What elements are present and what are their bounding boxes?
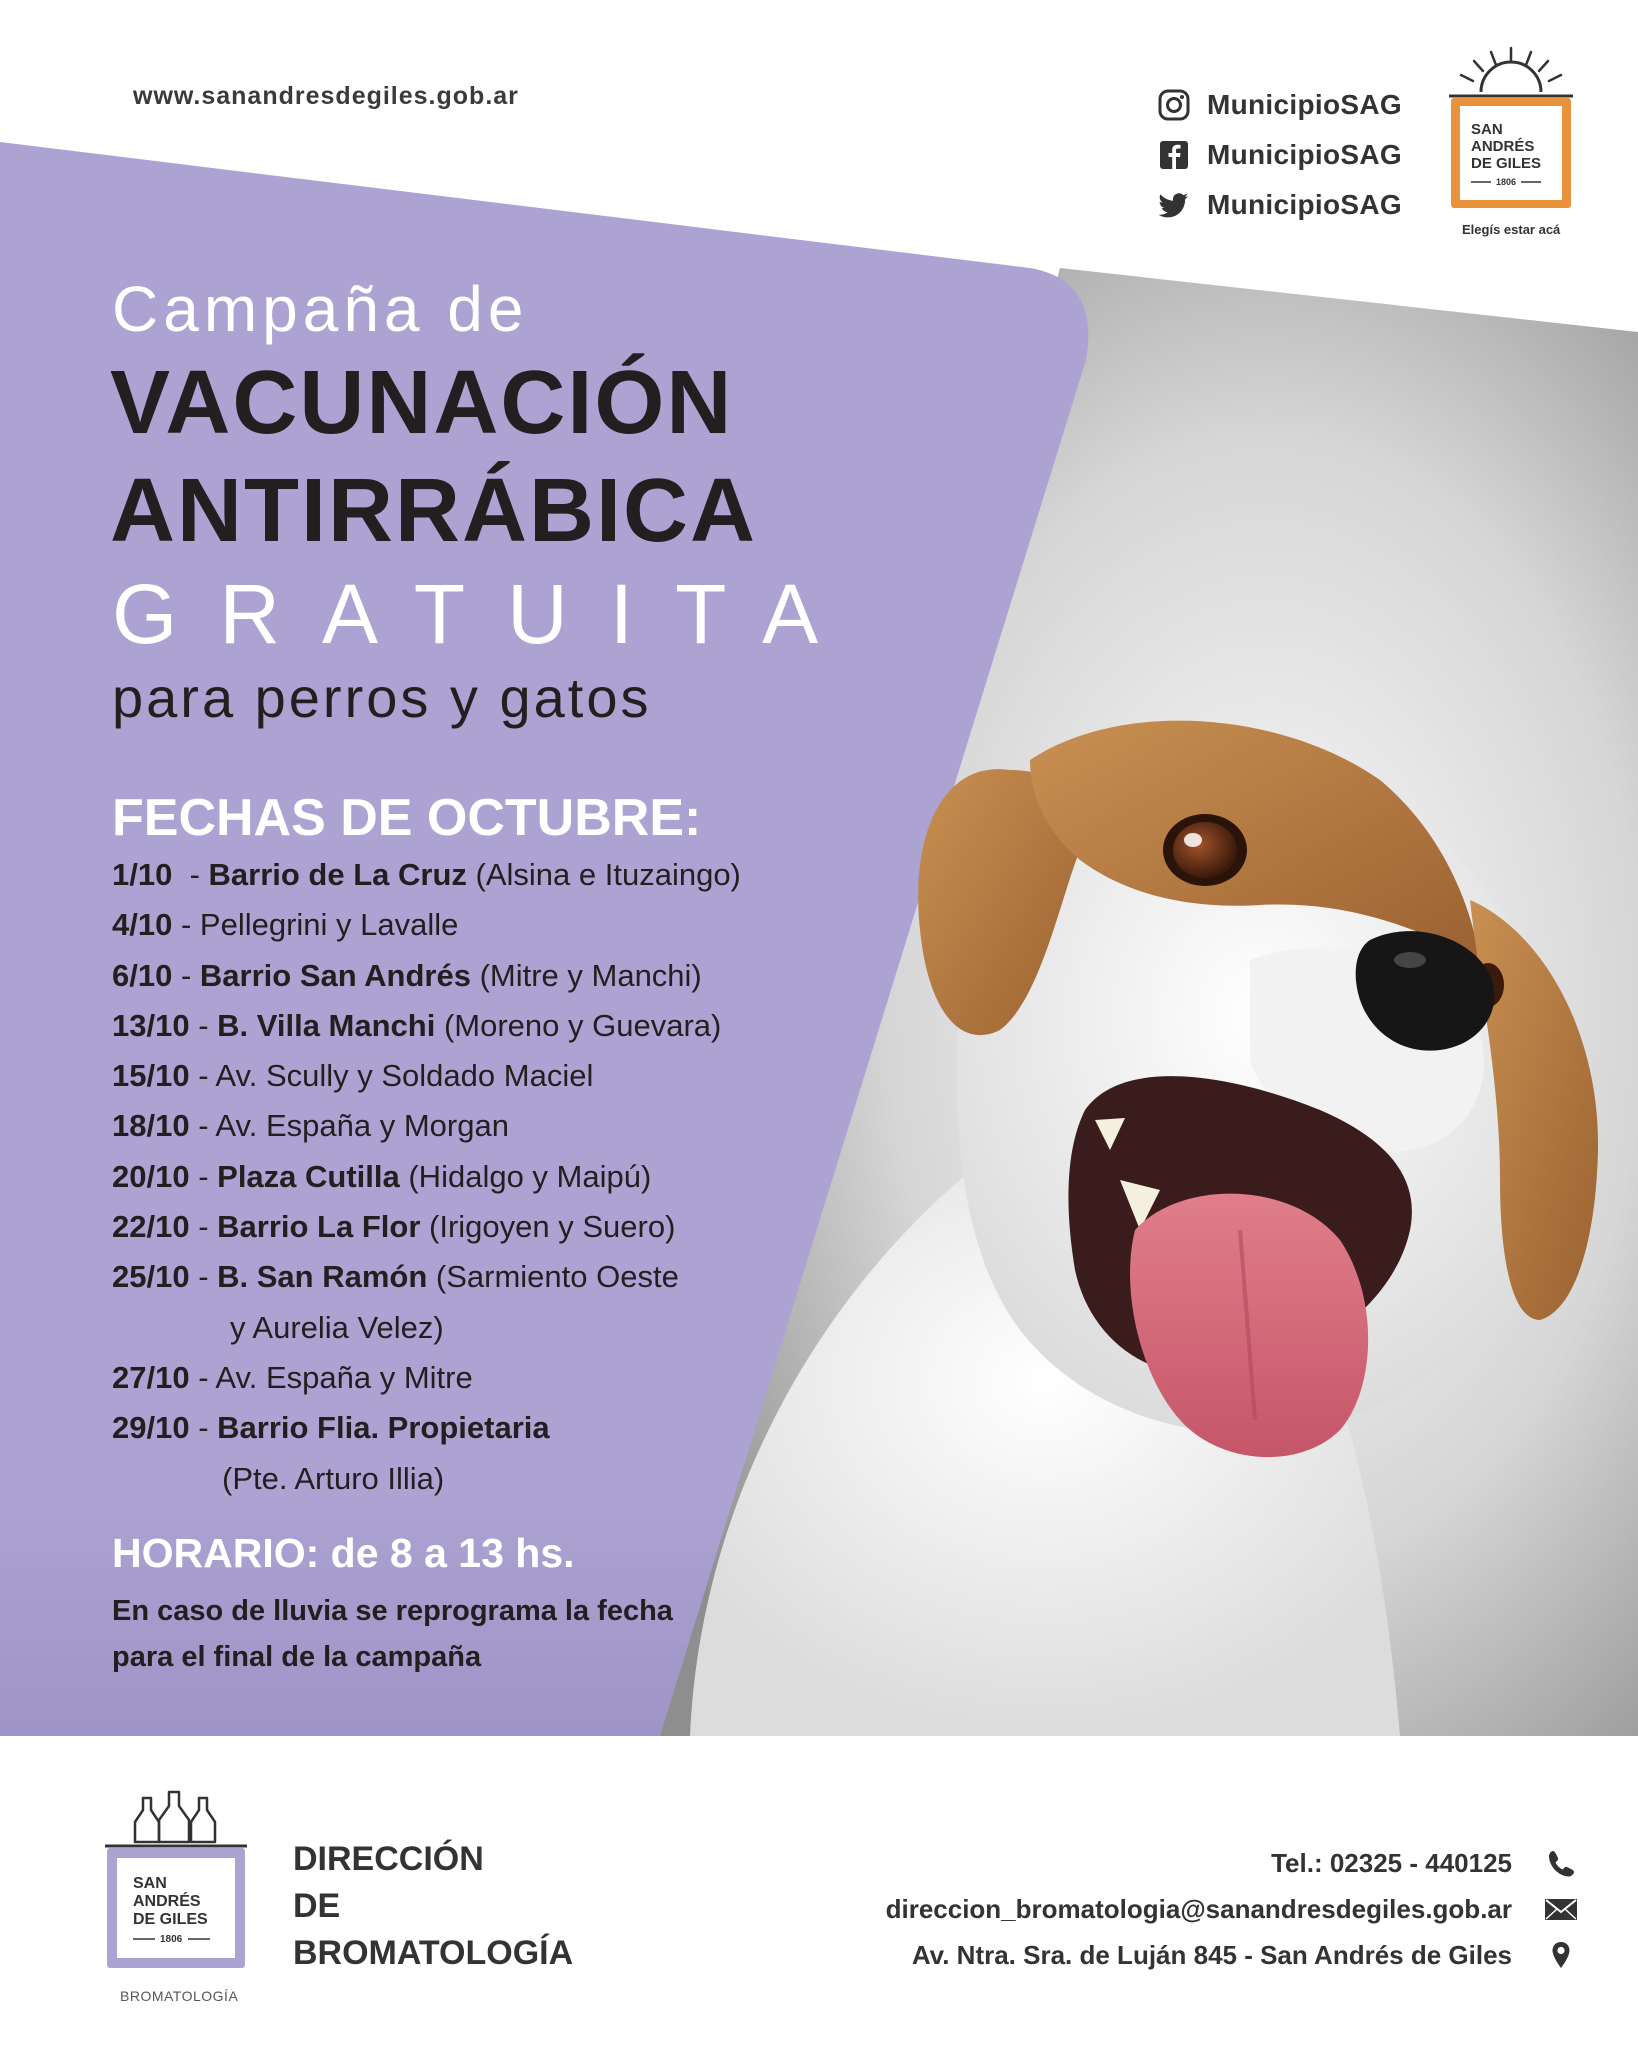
twitter-handle: MunicipioSAG	[1207, 189, 1402, 220]
schedule-detail: (Alsina e Ituzaingo)	[466, 857, 741, 892]
title-para-perros-y-gatos: para perros y gatos	[112, 666, 652, 729]
municipality-logo	[1445, 44, 1577, 224]
schedule-date: 22/10	[112, 1209, 190, 1245]
schedule-row	[112, 951, 932, 1001]
schedule-place: Barrio La Flor	[217, 1209, 421, 1245]
horario-text: HORARIO: de 8 a 13 hs.	[112, 1530, 575, 1576]
schedule-row	[112, 1403, 932, 1453]
schedule-detail: (Hidalgo y Maipú)	[399, 1158, 652, 1194]
schedule-date: 1/10	[112, 857, 173, 892]
department-line2: DE	[293, 1887, 341, 1925]
schedule-separator: -	[189, 1259, 218, 1295]
social-instagram[interactable]	[1157, 80, 1402, 130]
bromatologia-logo-line2: ANDRÉS	[133, 1893, 201, 1910]
schedule-row	[112, 1202, 932, 1252]
schedule-row	[112, 1101, 932, 1151]
social-links	[1157, 80, 1402, 230]
phone-icon	[1544, 1848, 1578, 1878]
instagram-icon	[1157, 88, 1191, 122]
schedule-separator: -	[172, 857, 209, 892]
facebook-handle: MunicipioSAG	[1207, 139, 1402, 170]
schedule-date: 29/10	[112, 1410, 190, 1446]
logo-tagline: Elegís estar acá	[1462, 222, 1561, 237]
instagram-handle: MunicipioSAG	[1207, 89, 1402, 120]
schedule-date: 27/10	[112, 1359, 190, 1395]
sun-rays-icon	[1461, 48, 1561, 81]
title-vacunacion: VACUNACIÓN	[110, 353, 734, 453]
schedule-separator: -	[189, 1158, 218, 1194]
schedule-date: 25/10	[112, 1259, 190, 1295]
social-twitter[interactable]	[1157, 180, 1402, 230]
bromatologia-caption: BROMATOLOGÍA	[120, 1988, 239, 2004]
contact-email[interactable]	[886, 1886, 1578, 1932]
schedule-detail: Av. España y Morgan	[215, 1108, 509, 1144]
schedule-place: Barrio de La Cruz	[208, 857, 467, 892]
schedule-detail: (Mitre y Manchi)	[470, 957, 702, 993]
department-line1: DIRECCIÓN	[293, 1840, 484, 1878]
schedule-row	[112, 850, 932, 900]
bromatologia-logo-line3: DE GILES	[133, 1911, 208, 1928]
location-pin-icon	[1544, 1940, 1578, 1970]
social-facebook[interactable]	[1157, 130, 1402, 180]
schedule-row	[112, 1001, 932, 1051]
schedule-separator: -	[189, 1410, 218, 1446]
title-campana: Campaña de	[112, 273, 529, 345]
phone-text: Tel.: 02325 - 440125	[1271, 1847, 1512, 1878]
title-antirrabica: ANTIRRÁBICA	[110, 461, 757, 561]
email-text: direccion_bromatologia@sanandresdegiles.gob.ar	[885, 1893, 1512, 1924]
schedule-row	[112, 1152, 932, 1202]
schedule-detail: (Pte. Arturo Illia)	[222, 1460, 445, 1496]
schedule-list	[112, 850, 932, 1504]
twitter-icon	[1157, 188, 1191, 222]
contact-address[interactable]	[886, 1932, 1578, 1978]
schedule-separator: -	[189, 1007, 218, 1043]
website-url[interactable]: www.sanandresdegiles.gob.ar	[133, 82, 519, 110]
mail-icon	[1544, 1894, 1578, 1924]
logo-line3: DE GILES	[1471, 155, 1542, 172]
schedule-place: B. San Ramón	[217, 1259, 428, 1295]
department-name	[293, 1836, 573, 1977]
schedule-row	[112, 1051, 932, 1101]
schedule-date: 6/10	[112, 957, 173, 993]
bottles-icon	[135, 1792, 215, 1842]
schedule-detail: Av. Scully y Soldado Maciel	[215, 1058, 594, 1094]
rain-notice: En caso de lluvia se reprograma la fecha para el final de la campaña	[112, 1595, 673, 1673]
bromatologia-logo-line1: SAN	[133, 1875, 167, 1892]
schedule-date: 18/10	[112, 1108, 190, 1144]
schedule-date: 15/10	[112, 1058, 190, 1094]
schedule-separator: -	[189, 1209, 218, 1245]
schedule-row	[112, 900, 932, 950]
title-gratuita: GRATUITA	[112, 567, 861, 661]
logo-year: 1806	[1496, 177, 1517, 187]
schedule-date: 20/10	[112, 1158, 190, 1194]
schedule-separator: -	[189, 1359, 216, 1395]
schedule-separator: -	[189, 1108, 216, 1144]
schedule-date: 4/10	[112, 907, 173, 943]
schedule-detail: Pellegrini y Lavalle	[199, 907, 459, 943]
logo-line2: ANDRÉS	[1471, 138, 1535, 155]
schedule-detail: (Irigoyen y Suero)	[420, 1209, 676, 1245]
facebook-icon	[1157, 138, 1191, 172]
schedule-date: 13/10	[112, 1007, 190, 1043]
schedule-row-continuation	[112, 1303, 932, 1353]
schedule-place: B. Villa Manchi	[217, 1007, 436, 1043]
department-line3: BROMATOLOGÍA	[293, 1934, 574, 1972]
schedule-separator: -	[172, 907, 200, 943]
schedule-heading: FECHAS DE OCTUBRE:	[112, 789, 702, 847]
bromatologia-logo-year: 1806	[160, 1934, 183, 1945]
schedule-row	[112, 1353, 932, 1403]
schedule-row	[112, 1252, 932, 1302]
address-text: Av. Ntra. Sra. de Luján 845 - San Andrés de Giles	[911, 1939, 1512, 1970]
schedule-place: Barrio Flia. Propietaria	[217, 1410, 550, 1446]
contact-info	[886, 1840, 1578, 1978]
schedule-detail: y Aurelia Velez)	[230, 1309, 444, 1345]
bromatologia-logo	[103, 1788, 249, 1984]
schedule-separator: -	[172, 957, 200, 993]
schedule-separator: -	[189, 1058, 216, 1094]
schedule-place: Plaza Cutilla	[217, 1158, 400, 1194]
schedule-detail: Av. España y Mitre	[215, 1359, 473, 1395]
contact-phone[interactable]	[886, 1840, 1578, 1886]
logo-line1: SAN	[1471, 121, 1503, 138]
schedule-row-continuation	[112, 1454, 932, 1504]
schedule-detail: (Sarmiento Oeste	[427, 1259, 679, 1295]
schedule-detail: (Moreno y Guevara)	[435, 1007, 722, 1043]
schedule-place: Barrio San Andrés	[199, 957, 471, 993]
